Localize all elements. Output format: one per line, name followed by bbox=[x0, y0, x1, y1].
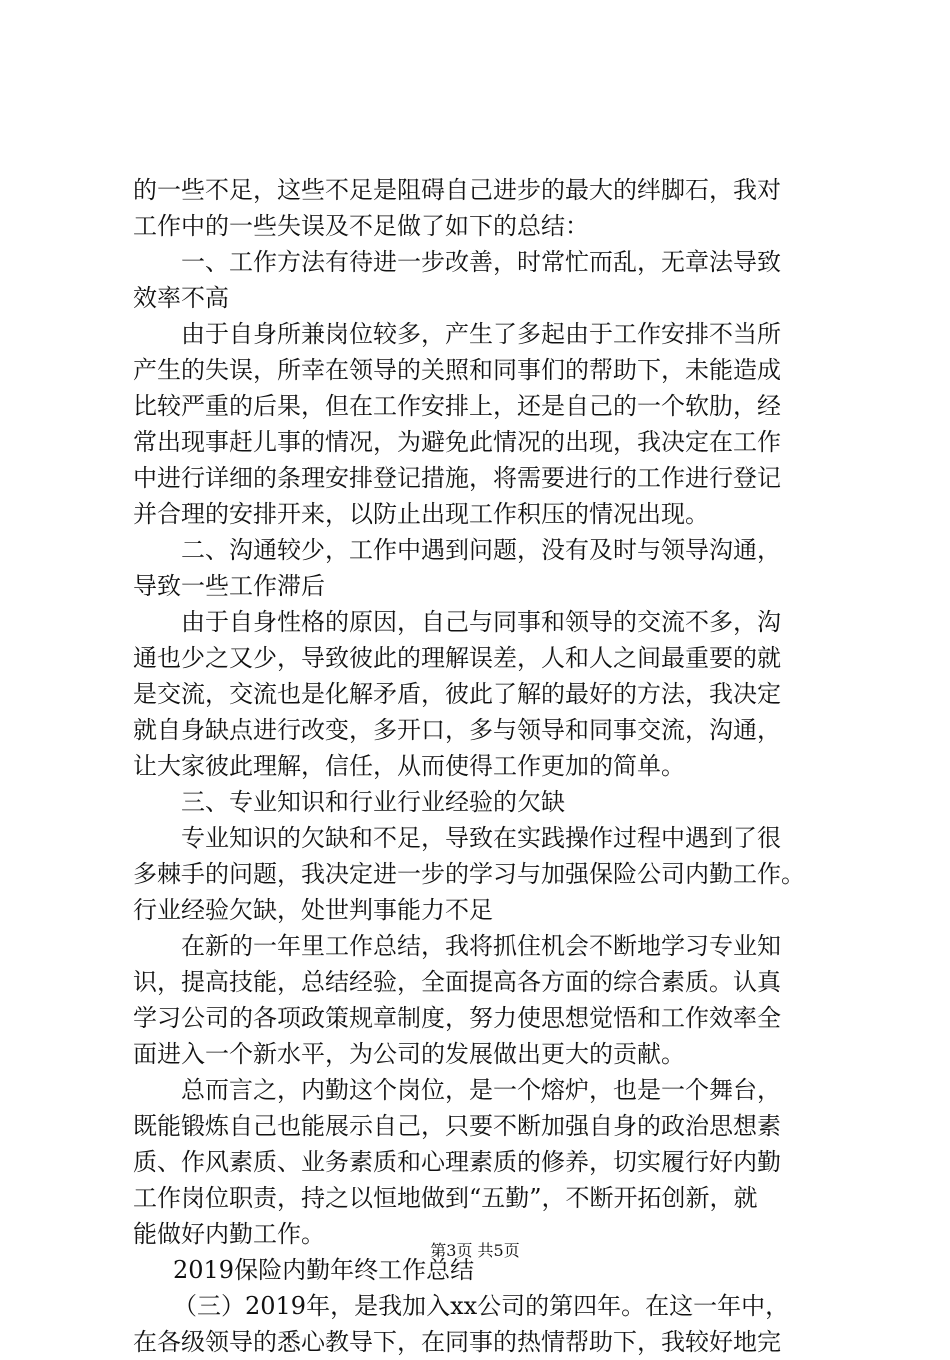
text-line: 让大家彼此理解，信任，从而使得工作更加的简单。 bbox=[133, 752, 685, 780]
text-line: 面进入一个新水平，为公司的发展做出更大的贡献。 bbox=[133, 1040, 685, 1068]
text-line: 中进行详细的条理安排登记措施，将需要进行的工作进行登记 bbox=[133, 464, 781, 492]
text-line: 是交流，交流也是化解矛盾，彼此了解的最好的方法，我决定 bbox=[133, 680, 781, 708]
section-heading: 三、专业知识和行业行业经验的欠缺 bbox=[181, 788, 565, 816]
text-line: 在新的一年里工作总结，我将抓住机会不断地学习专业知 bbox=[181, 932, 781, 960]
text-line: 学习公司的各项政策规章制度，努力使思想觉悟和工作效率全 bbox=[133, 1004, 781, 1032]
text-line: 产生的失误，所幸在领导的关照和同事们的帮助下，未能造成 bbox=[133, 356, 781, 384]
body-text bbox=[133, 172, 833, 1360]
text-line: 总而言之，内勤这个岗位，是一个熔炉，也是一个舞台， bbox=[181, 1076, 781, 1104]
text-line: 在各级领导的悉心教导下，在同事的热情帮助下，我较好地完 bbox=[133, 1328, 781, 1356]
section-heading: 效率不高 bbox=[133, 284, 229, 312]
text-line: 就自身缺点进行改变，多开口，多与领导和同事交流，沟通， bbox=[133, 716, 781, 744]
document-subtitle: 2019保险内勤年终工作总结 bbox=[173, 1256, 475, 1284]
section-heading: 导致一些工作滞后 bbox=[133, 572, 325, 600]
text-line: 工作中的一些失误及不足做了如下的总结： bbox=[133, 212, 589, 240]
text-line: 行业经验欠缺，处世判事能力不足 bbox=[133, 896, 493, 924]
text-line: 常出现事赶儿事的情况，为避免此情况的出现，我决定在工作 bbox=[133, 428, 781, 456]
text-line: 由于自身性格的原因，自己与同事和领导的交流不多，沟 bbox=[181, 608, 781, 636]
text-line: 能做好内勤工作。 bbox=[133, 1220, 325, 1248]
section-heading: 一、工作方法有待进一步改善，时常忙而乱，无章法导致 bbox=[181, 248, 781, 276]
text-line: （三）2019年，是我加入xx公司的第四年。在这一年中， bbox=[173, 1292, 790, 1320]
text-line: 识，提高技能，总结经验，全面提高各方面的综合素质。认真 bbox=[133, 968, 781, 996]
text-line: 通也少之又少，导致彼此的理解误差，人和人之间最重要的就 bbox=[133, 644, 781, 672]
text-line: 既能锻炼自己也能展示自己，只要不断加强自身的政治思想素 bbox=[133, 1112, 781, 1140]
text-line: 由于自身所兼岗位较多，产生了多起由于工作安排不当所 bbox=[181, 320, 781, 348]
text-line: 质、作风素质、业务素质和心理素质的修养，切实履行好内勤 bbox=[133, 1148, 781, 1176]
text-line: 并合理的安排开来，以防止出现工作积压的情况出现。 bbox=[133, 500, 709, 528]
text-line: 多棘手的问题，我决定进一步的学习与加强保险公司内勤工作。 bbox=[133, 860, 805, 888]
text-line: 专业知识的欠缺和不足，导致在实践操作过程中遇到了很 bbox=[181, 824, 781, 852]
text-line: 工作岗位职责，持之以恒地做到“五勤”，不断开拓创新，就 bbox=[133, 1184, 758, 1212]
text-line: 比较严重的后果，但在工作安排上，还是自己的一个软肋，经 bbox=[133, 392, 781, 420]
text-line: 的一些不足，这些不足是阻碍自己进步的最大的绊脚石，我对 bbox=[133, 176, 781, 204]
page-number-footer: 第3页 共5页 bbox=[430, 1241, 520, 1260]
section-heading: 二、沟通较少，工作中遇到问题，没有及时与领导沟通， bbox=[181, 536, 781, 564]
